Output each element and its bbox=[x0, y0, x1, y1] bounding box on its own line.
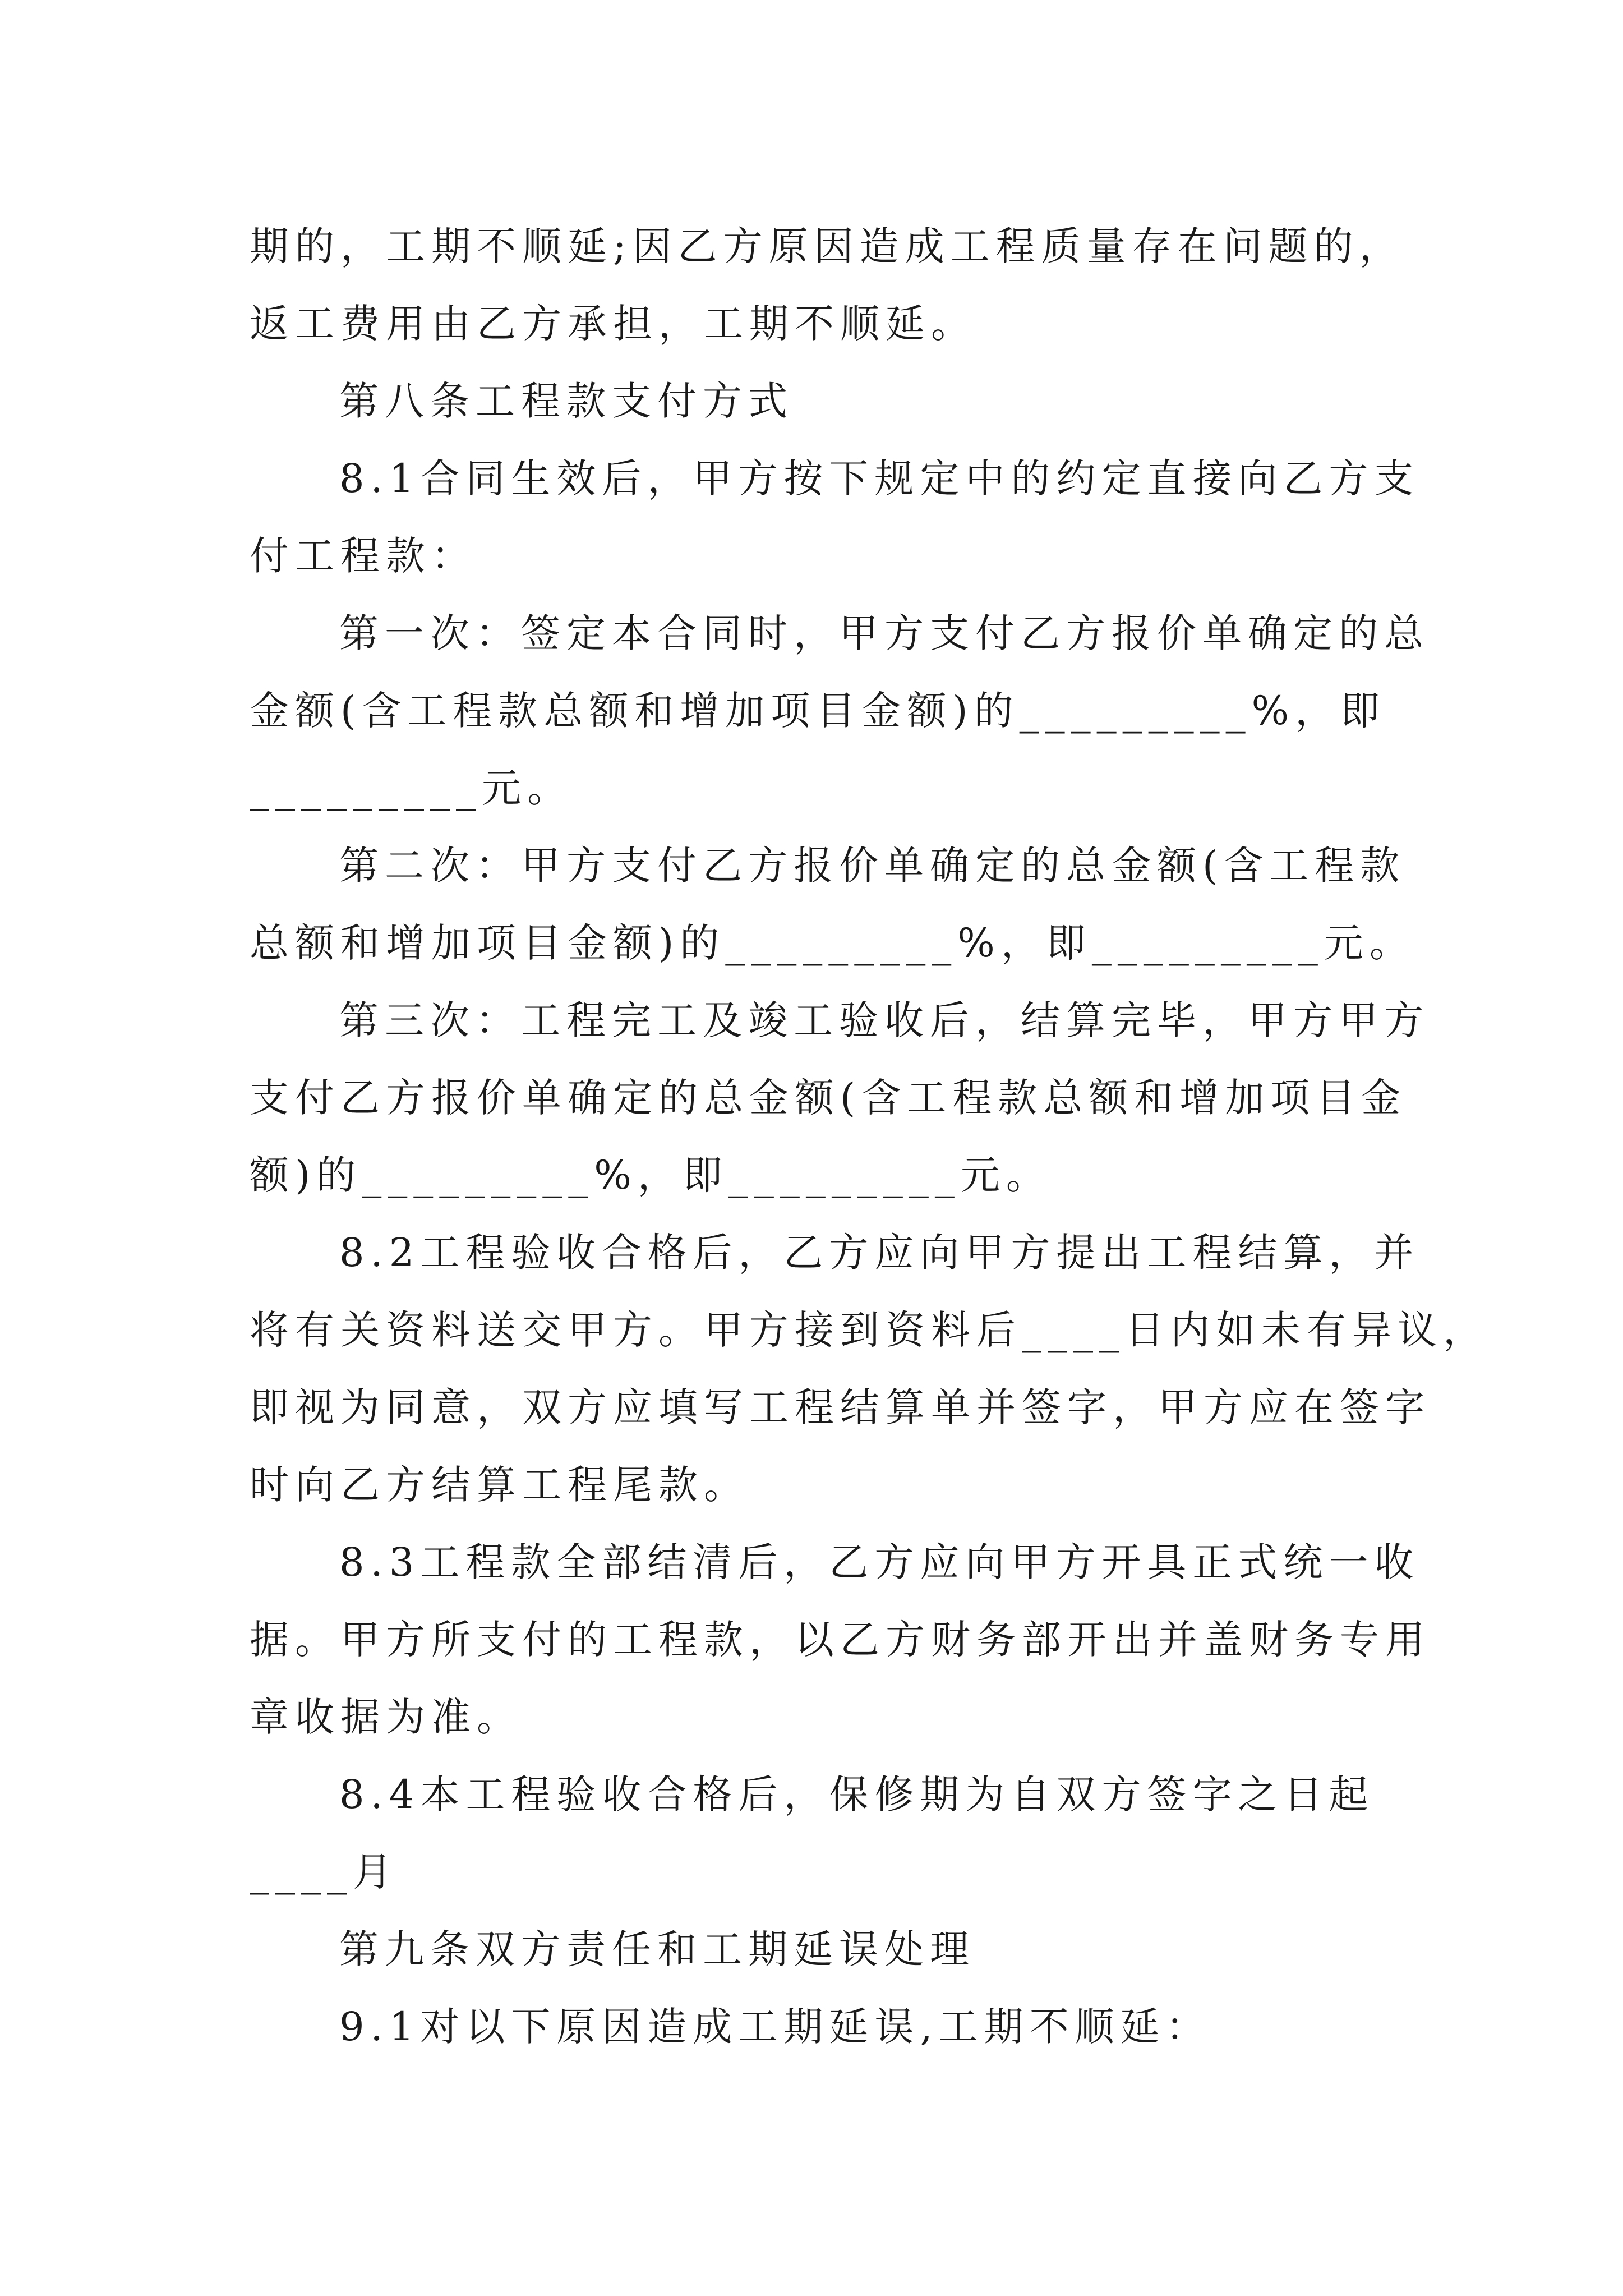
text-line: 付工程款： bbox=[250, 533, 477, 579]
section-heading-8: 第八条工程款支付方式 bbox=[339, 378, 794, 424]
clause-9-1: 9.1对以下原因造成工期延误,工期不顺延： bbox=[339, 2004, 1211, 2050]
contract-text-block bbox=[250, 208, 1488, 2065]
payment-third: 第三次：工程完工及竣工验收后，结算完毕，甲方甲方 bbox=[339, 997, 1430, 1043]
clause-8-1: 8.1合同生效后，甲方按下规定中的约定直接向乙方支 bbox=[339, 455, 1420, 501]
text-line: 返工费用由乙方承担，工期不顺延。 bbox=[250, 301, 976, 347]
text-line: 支付乙方报价单确定的总金额(含工程款总额和增加项目金 bbox=[250, 1075, 1407, 1121]
text-line: 章收据为准。 bbox=[250, 1694, 522, 1740]
text-line: 总额和增加项目金额)的_________%，即_________元。 bbox=[250, 920, 1415, 966]
clause-8-3: 8.3工程款全部结清后，乙方应向甲方开具正式统一收 bbox=[339, 1539, 1420, 1585]
payment-first: 第一次：签定本合同时，甲方支付乙方报价单确定的总 bbox=[339, 610, 1430, 656]
text-line: 金额(含工程款总额和增加项目金额)的_________%，即 bbox=[250, 688, 1386, 734]
text-line: ____月 bbox=[250, 1849, 398, 1895]
text-line: 据。甲方所支付的工程款，以乙方财务部开出并盖财务专用 bbox=[250, 1617, 1431, 1663]
text-line: 额)的_________%，即_________元。 bbox=[250, 1152, 1052, 1198]
section-heading-9: 第九条双方责任和工期延误处理 bbox=[339, 1926, 975, 1972]
text-line: 将有关资料送交甲方。甲方接到资料后____日内如未有异议， bbox=[250, 1307, 1488, 1353]
text-line: 即视为同意，双方应填写工程结算单并签字，甲方应在签字 bbox=[250, 1384, 1431, 1430]
text-line: 期的，工期不顺延;因乙方原因造成工程质量存在问题的， bbox=[250, 223, 1405, 269]
clause-8-2: 8.2工程验收合格后，乙方应向甲方提出工程结算，并 bbox=[339, 1230, 1420, 1276]
text-line: _________元。 bbox=[250, 765, 573, 811]
payment-second: 第二次：甲方支付乙方报价单确定的总金额(含工程款 bbox=[339, 843, 1406, 889]
clause-8-4: 8.4本工程验收合格后，保修期为自双方签字之日起 bbox=[339, 1772, 1375, 1818]
text-line: 时向乙方结算工程尾款。 bbox=[250, 1462, 749, 1508]
